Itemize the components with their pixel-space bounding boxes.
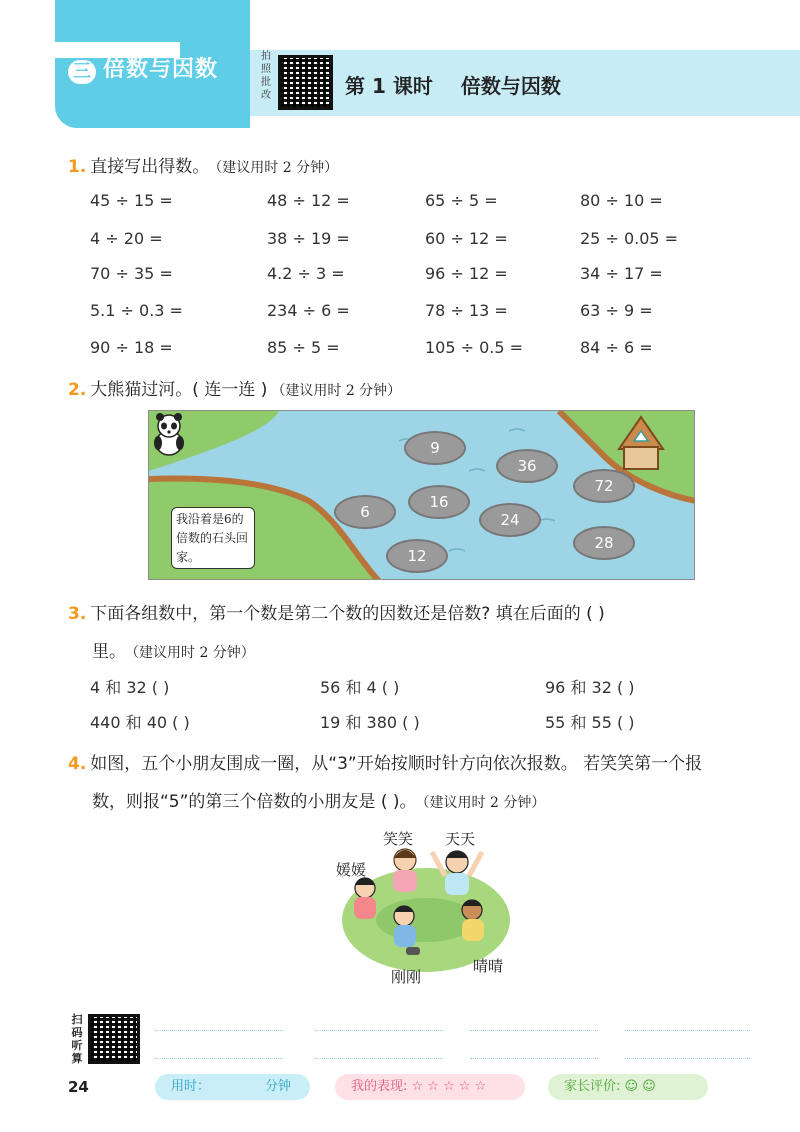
page-number: 24 xyxy=(68,1078,89,1096)
answer-line[interactable] xyxy=(470,1058,598,1059)
calc-item: 96 ÷ 12 = xyxy=(425,264,508,283)
calc-item: 25 ÷ 0.05 = xyxy=(580,229,679,248)
calc-item: 34 ÷ 17 = xyxy=(580,264,663,283)
stepping-stone[interactable]: 16 xyxy=(408,485,470,519)
question-3-heading xyxy=(68,599,605,624)
parent-label: 家长评价: ☺ ☺ xyxy=(564,1079,656,1094)
answer-line[interactable] xyxy=(470,1030,598,1031)
time-hint: （建议用时 2 分钟） xyxy=(271,383,402,399)
answer-line[interactable] xyxy=(315,1058,443,1059)
compare-item[interactable]: 4 和 32 ( ) xyxy=(90,678,170,697)
stepping-stone[interactable]: 6 xyxy=(334,495,396,529)
compare-item[interactable]: 440 和 40 ( ) xyxy=(90,713,190,732)
calc-item: 5.1 ÷ 0.3 = xyxy=(90,301,183,320)
question-number: 2. xyxy=(68,380,87,400)
child-name-label: 刚刚 xyxy=(391,968,422,986)
calc-item: 4.2 ÷ 3 = xyxy=(267,264,345,283)
time-label: 用时： xyxy=(171,1079,211,1094)
scan-listen-label: 扫码听算 xyxy=(71,1013,83,1065)
stepping-stone[interactable]: 9 xyxy=(404,431,466,465)
question-text: 大熊猫过河。( 连一连 ) xyxy=(90,380,268,400)
stepping-stone[interactable]: 24 xyxy=(479,503,541,537)
child-name-label: 媛媛 xyxy=(336,861,367,879)
calc-item: 48 ÷ 12 = xyxy=(267,191,350,210)
time-unit: 分钟 xyxy=(265,1079,292,1094)
question-text: 如图，五个小朋友围成一圈，从“3”开始按顺时针方向依次报数。 若笑笑第一个报 xyxy=(90,754,703,774)
unit-badge: 三 xyxy=(68,60,96,84)
answer-line[interactable] xyxy=(315,1030,443,1031)
lesson-title: 倍数与因数 xyxy=(460,74,561,98)
question-1-heading xyxy=(68,152,338,177)
calc-item: 4 ÷ 20 = xyxy=(90,229,163,248)
time-hint: （建议用时 2 分钟） xyxy=(422,795,546,811)
answer-line[interactable] xyxy=(625,1030,750,1031)
answer-line[interactable] xyxy=(625,1058,750,1059)
lesson-number: 第 1 课时 xyxy=(345,74,433,98)
calc-item: 70 ÷ 35 = xyxy=(90,264,173,283)
answer-line[interactable] xyxy=(155,1030,283,1031)
qr-code-icon[interactable] xyxy=(88,1014,140,1064)
river-illustration xyxy=(148,410,695,580)
child-name-label: 天天 xyxy=(445,830,476,848)
question-4-heading-cont xyxy=(92,787,545,812)
question-4-heading xyxy=(68,749,702,774)
question-number: 3. xyxy=(68,604,87,624)
answer-line[interactable] xyxy=(155,1058,283,1059)
child-name-label: 笑笑 xyxy=(383,830,414,848)
question-2-heading xyxy=(68,375,401,400)
question-text: 数，则报“5”的第三个倍数的小朋友是 ( )。 xyxy=(92,792,417,812)
calc-item: 78 ÷ 13 = xyxy=(425,301,508,320)
panda-icon xyxy=(149,411,189,457)
calc-item: 234 ÷ 6 = xyxy=(267,301,350,320)
time-hint: （建议用时 2 分钟） xyxy=(215,160,339,176)
calc-item: 84 ÷ 6 = xyxy=(580,338,653,357)
time-used-field[interactable] xyxy=(155,1074,310,1100)
question-text: 下面各组数中，第一个数是第二个数的因数还是倍数? 填在后面的 ( ) xyxy=(90,604,605,624)
calc-item: 38 ÷ 19 = xyxy=(267,229,350,248)
parent-evaluation[interactable] xyxy=(548,1074,708,1100)
compare-item[interactable]: 55 和 55 ( ) xyxy=(545,713,635,732)
time-hint: （建议用时 2 分钟） xyxy=(132,645,255,661)
question-3-heading-cont xyxy=(92,637,255,662)
calc-item: 60 ÷ 12 = xyxy=(425,229,508,248)
performance-label: 我的表现: ☆ ☆ ☆ ☆ ☆ xyxy=(351,1079,487,1094)
stepping-stone[interactable]: 12 xyxy=(386,539,448,573)
self-rating-stars[interactable] xyxy=(335,1074,525,1100)
lesson-heading xyxy=(345,70,561,99)
stepping-stone[interactable]: 72 xyxy=(573,469,635,503)
compare-item[interactable]: 19 和 380 ( ) xyxy=(320,713,420,732)
stepping-stone[interactable]: 28 xyxy=(573,526,635,560)
child-name-label: 晴晴 xyxy=(473,957,504,975)
calc-item: 45 ÷ 15 = xyxy=(90,191,173,210)
unit-tab xyxy=(55,0,250,128)
qr-code-icon[interactable] xyxy=(278,55,333,110)
calc-item: 80 ÷ 10 = xyxy=(580,191,663,210)
compare-item[interactable]: 96 和 32 ( ) xyxy=(545,678,635,697)
photo-grade-label: 拍照批改 xyxy=(261,51,271,101)
calc-item: 65 ÷ 5 = xyxy=(425,191,498,210)
speech-bubble: 我沿着是6的倍数的石头回家。 xyxy=(171,507,255,569)
calc-item: 90 ÷ 18 = xyxy=(90,338,173,357)
question-text: 直接写出得数。 xyxy=(90,157,210,177)
compare-item[interactable]: 56 和 4 ( ) xyxy=(320,678,400,697)
stepping-stone[interactable]: 36 xyxy=(496,449,558,483)
question-text: 里。 xyxy=(92,642,126,662)
question-number: 4. xyxy=(68,754,87,774)
calc-item: 63 ÷ 9 = xyxy=(580,301,653,320)
unit-title: 倍数与因数 xyxy=(103,57,219,82)
question-number: 1. xyxy=(68,157,87,177)
calc-item: 105 ÷ 0.5 = xyxy=(425,338,524,357)
calc-item: 85 ÷ 5 = xyxy=(267,338,340,357)
